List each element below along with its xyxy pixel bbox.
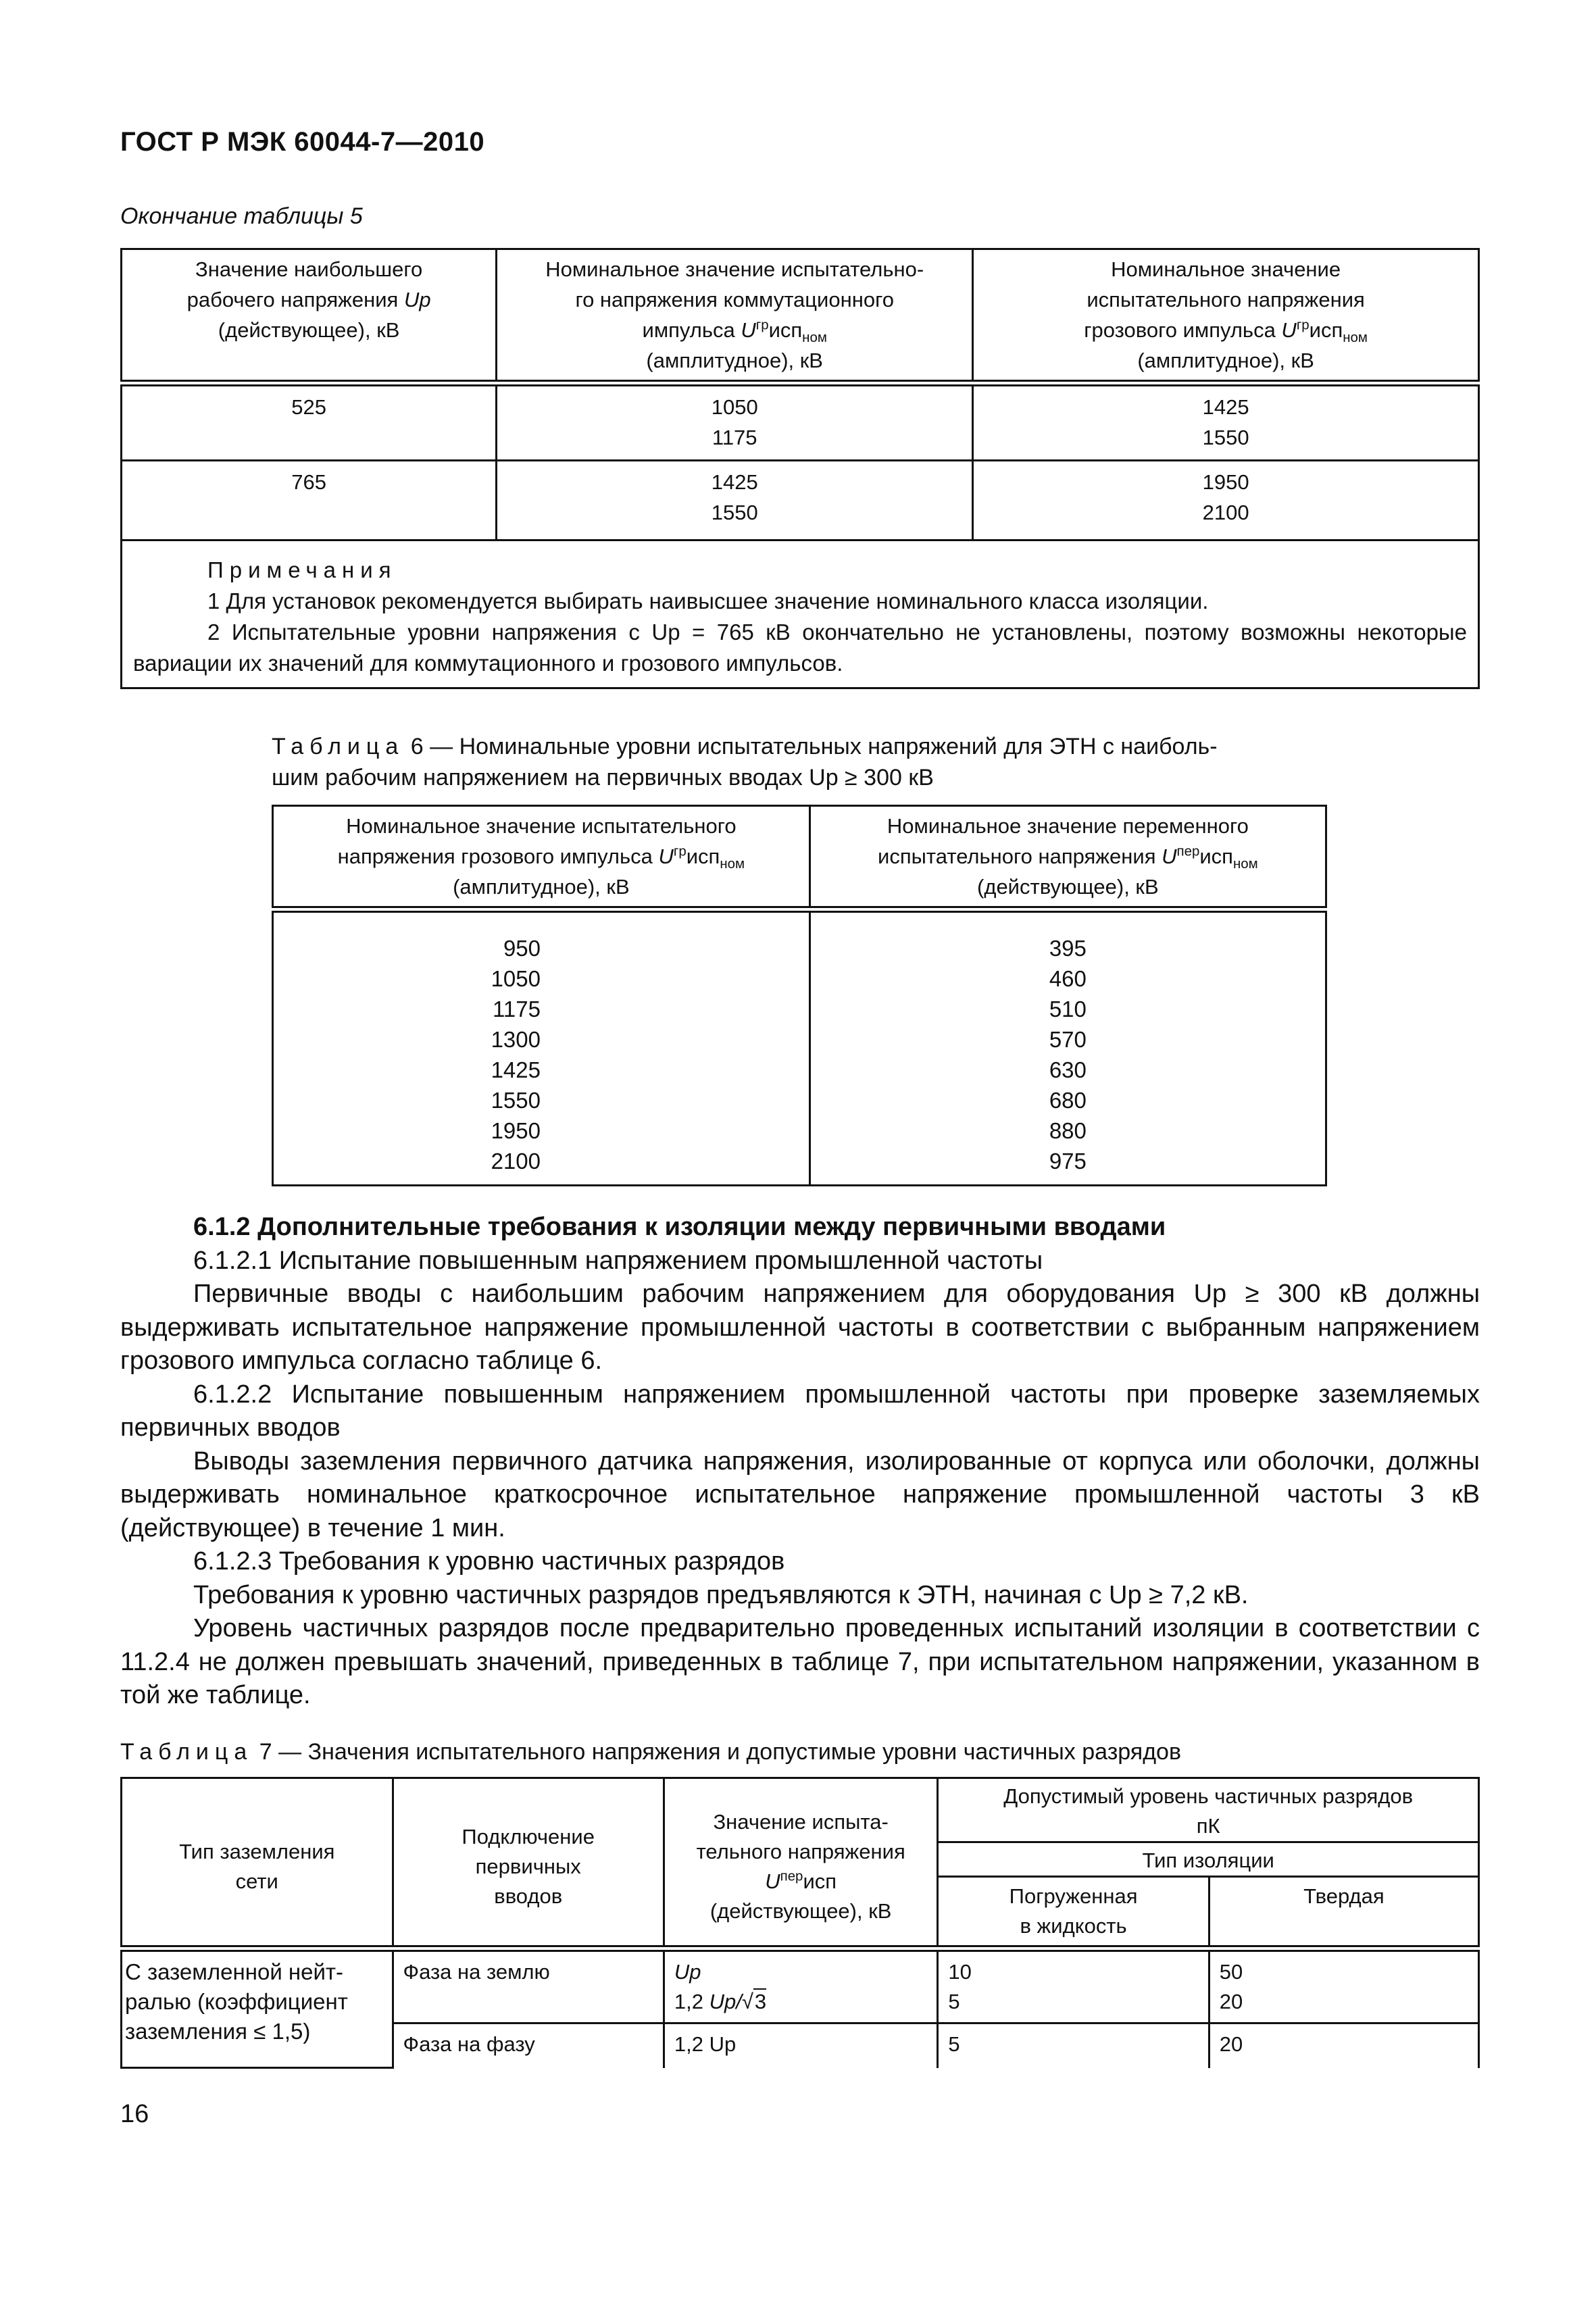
table-row [273, 909, 1326, 1186]
table5-cell-switching: 1425 1550 [497, 460, 973, 540]
notes-title: Примечания [207, 557, 397, 582]
paragraph: 6.1.2.2 Испытание повышенным напряжением промышленной частоты при проверке заземляемых первичных вводов [120, 1380, 1480, 1442]
table5 [120, 248, 1480, 689]
list-item: 680 [1049, 1088, 1087, 1113]
table7 [120, 1777, 1480, 2069]
list-item: 395 [1049, 936, 1087, 961]
table6-lightning-values [273, 909, 810, 1186]
table6-header-ac: Номинальное значение переменного испытательного напряжения $U^{пер}исп_{ном}$ (действующее), кВ [809, 806, 1326, 910]
page-number: 16 [120, 2100, 149, 2128]
table5-cell-up: 525 [122, 383, 497, 460]
table5-notes-row [122, 540, 1479, 688]
list-item: 1175 [493, 997, 541, 1022]
table6-header-row [273, 806, 1326, 910]
table7-cell-liquid: 5 [938, 2023, 1209, 2068]
table5-cell-switching: 1050 1175 [497, 383, 973, 460]
list-item: 880 [1049, 1118, 1087, 1143]
paragraph: Требования к уровню частичных разрядов предъявляются к ЭТН, начиная с Uр ≥ 7,2 кВ. [193, 1580, 1249, 1609]
list-item: 460 [1049, 966, 1087, 991]
note-1: 1 Для установок рекомендуется выбирать наивысшее значение номинального класса изоляции. [207, 588, 1209, 613]
table7-cell-solid: 50 20 [1209, 1948, 1478, 2023]
table6-caption: Таблица 6 — Номинальные уровни испытательных напряжений для ЭТН с наиболь- шим рабочим напряжением на первичных вводах Uр ≥ 300 кВ [272, 734, 1218, 790]
table7-header-type: Тип заземления сети [122, 1778, 393, 1949]
table7-header-insulation: Тип изоляции [938, 1842, 1479, 1877]
body-text [120, 1211, 1480, 1713]
table6-ac-values [809, 909, 1326, 1186]
paragraph: Первичные вводы с наибольшим рабочим напряжением для оборудования Uр ≥ 300 кВ должны выдерживать испытательное напряжение промышленной частоты в соответствии с выбранным напряжением грозового импульса согласно таблице 6. [120, 1280, 1480, 1375]
table-row [122, 383, 1479, 460]
table7-cell-connection: Фаза на землю [393, 1948, 664, 2023]
list-item: 570 [1049, 1027, 1087, 1052]
table7-cell-voltage: 1,2 Uр [664, 2023, 937, 2068]
list-item: 510 [1049, 997, 1087, 1022]
list-item: 630 [1049, 1057, 1087, 1082]
table5-cell-lightning: 1950 2100 [973, 460, 1479, 540]
list-item: 2100 [491, 1149, 541, 1174]
paragraph: 6.1.2.3 Требования к уровню частичных разрядов [193, 1547, 785, 1576]
paragraph: Уровень частичных разрядов после предварительно проведенных испытаний изоляции в соответствии с 11.2.4 не должен превышать значений, приведенных в таблице 7, при испытательном напряжении, указанном в той же таблице. [120, 1614, 1480, 1709]
table7-cell-connection: Фаза на фазу [393, 2023, 664, 2068]
table-row [122, 1948, 1479, 2023]
list-item: 1950 [491, 1118, 541, 1143]
table7-header-liquid: Погруженная в жидкость [938, 1877, 1209, 1949]
table7-cell-liquid: 10 5 [938, 1948, 1209, 2023]
table7-cell-type: С заземленной нейт- ралью (коэффициент заземления ≤ 1,5) [122, 1948, 393, 2068]
list-item: 950 [503, 936, 541, 961]
table7-header-solid: Твердая [1209, 1877, 1478, 1949]
list-item: 975 [1049, 1149, 1087, 1174]
table7-header-voltage: Значение испыта- тельного напряжения $U^{пер}исп$ (действующее), кВ [664, 1778, 937, 1949]
table5-caption: Окончание таблицы 5 [120, 203, 363, 229]
table7-cell-voltage: Uр 1,2 Uр/√3 [664, 1948, 937, 2023]
list-item: 1550 [491, 1088, 541, 1113]
list-item: 1050 [491, 966, 541, 991]
note-2: 2 Испытательные уровни напряжения с Uр = 765 кВ окончательно не установлены, поэтому возможны некоторые вариации их значений для коммутационного и грозового импульсов. [133, 619, 1467, 676]
list-item: 1300 [491, 1027, 541, 1052]
table5-cell-lightning: 1425 1550 [973, 383, 1479, 460]
table5-header-up: Значение наибольшего рабочего напряжения Uр (действующее), кВ [122, 249, 497, 384]
table6 [272, 805, 1327, 1186]
table5-cell-up: 765 [122, 460, 497, 540]
paragraph: 6.1.2.1 Испытание повышенным напряжением промышленной частоты [193, 1246, 1043, 1275]
table5-header-row [122, 249, 1479, 384]
table5-notes [122, 540, 1479, 688]
table-row [122, 460, 1479, 540]
table7-cell-solid: 20 [1209, 2023, 1478, 2068]
section-heading: 6.1.2 Дополнительные требования к изоляции между первичными вводами [193, 1213, 1166, 1241]
table7-header-pd: Допустимый уровень частичных разрядов пК [938, 1778, 1479, 1842]
table5-header-lightning: Номинальное значение испытательного напряжения грозового импульса $U^{гр}исп_{ном}$ (амплитудное), кВ [973, 249, 1479, 384]
table7-header-connection: Подключение первичных вводов [393, 1778, 664, 1949]
list-item: 1425 [491, 1057, 541, 1082]
document-code: ГОСТ Р МЭК 60044-7—2010 [120, 127, 485, 157]
table7-caption: Таблица 7 — Значения испытательного напряжения и допустимые уровни частичных разрядов [120, 1739, 1182, 1765]
table5-header-switching: Номинальное значение испытательно- го напряжения коммутационного импульса $U^{гр}исп_{ном}$ (амплитудное), кВ [497, 249, 973, 384]
table7-header-row [122, 1778, 1479, 1842]
table6-header-lightning: Номинальное значение испытательного напряжения грозового импульса $U^{гр}исп_{ном}$ (амплитудное), кВ [273, 806, 810, 910]
paragraph: Выводы заземления первичного датчика напряжения, изолированные от корпуса или оболочки, должны выдерживать номинальное краткосрочное испытательное напряжение промышленной частоты 3 кВ (действующее) в течение 1 мин. [120, 1447, 1480, 1542]
